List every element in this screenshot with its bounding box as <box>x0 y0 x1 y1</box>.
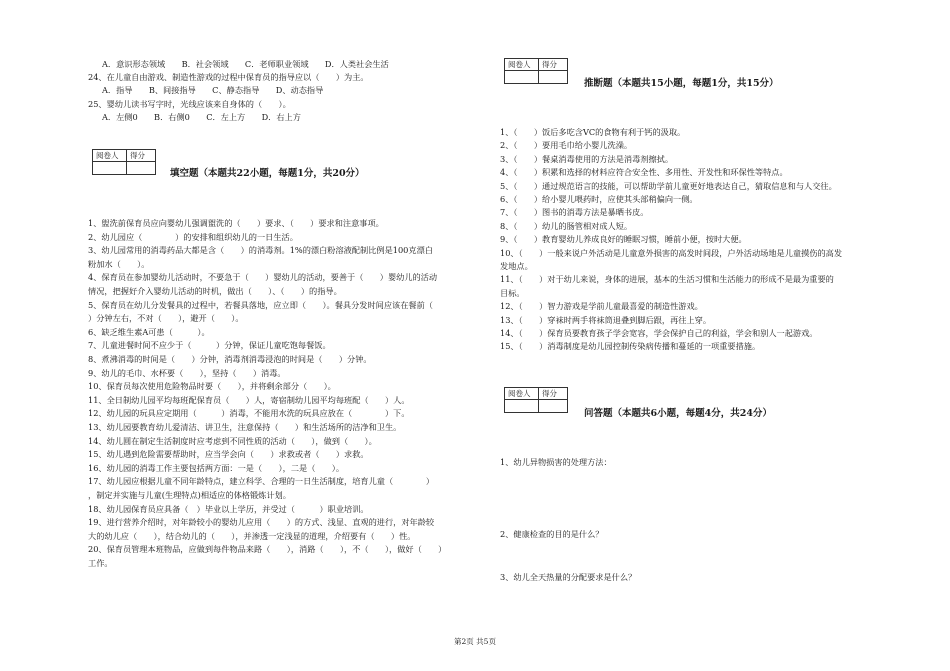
text-line: 6、（ ）给小婴儿喂药时，应使其头部稍偏向一侧。 <box>500 194 698 204</box>
reviewer-cell <box>505 400 539 412</box>
text-line: 5、保育员在幼儿分发餐具的过程中，若餐具落地，应立即（ ）。餐具分发时间应该在餐前（ <box>88 299 433 310</box>
text-line: 粉加水（ ）。 <box>88 258 150 269</box>
text-line: 6、缺乏维生素A可患（ ）。 <box>88 326 210 337</box>
score-label: 得分 <box>539 59 567 71</box>
reviewer-cell <box>93 162 127 174</box>
text-line: 19、进行营养介绍时，对年龄较小的婴幼儿应用（ ）的方式、浅显、直观的进行，对年龄较 <box>88 517 435 528</box>
fill-section-title: 填空题（本题共22小题，每题1分，共20分） <box>170 168 365 179</box>
text-line: 14、幼儿圆在制定生活制度时应考虑到不同性质的活动（ ），做到（ ）。 <box>88 435 377 446</box>
page-number: 第2页 共5页 <box>454 637 496 646</box>
score-box-fill <box>92 149 156 175</box>
reviewer-label: 阅卷人 <box>505 388 539 400</box>
text-line: 2、幼儿园应（ ）的安排和组织幼儿的一日生活。 <box>88 231 298 242</box>
text-line: 10、（ ）一般来说户外活动是儿童意外损害的高发时间段，户外活动场地是儿童摸伤的高发 <box>500 247 843 258</box>
score-cell <box>127 162 155 174</box>
text-line: 1、盥洗前保育员应向婴幼儿强调盥洗的（ ）要求、（ ）要求和注意事项。 <box>88 218 384 228</box>
text-line: 7、（ ）图书的消毒方法是暴晒书皮。 <box>500 207 649 218</box>
score-cell <box>539 400 567 412</box>
text-line: 3、幼儿园常用的消毒药品大都是含（ ）的消毒剂。1%的漂白粉溶液配制比例是100克漂白 <box>88 245 433 256</box>
score-label: 得分 <box>127 150 155 162</box>
text-line: 大的幼儿应（ ），结合幼儿的（ ），并渗透一定浅显的道理，介绍要有（ ）性。 <box>88 530 416 541</box>
text-line: 1、（ ）饭后多吃含VC的食物有利于钙的汲取。 <box>500 127 686 137</box>
text-line: 20、保育员管理本班物品，应做到每件物品来路（ ），消路（ ），不（ ），做好（ ） <box>88 544 447 555</box>
text-line: 15、（ ）消毒制度是幼儿园控制传染病传播和蔓延的一项重要措施。 <box>500 341 761 352</box>
text-line: 13、（ ）穿袜时两手将袜筒退叠到脚后跟，再往上穿。 <box>500 314 712 325</box>
text-line: 15、幼儿遇到危险需要帮助时，应当学会向（ ）求救或者（ ）求救。 <box>88 449 369 460</box>
judge-section-title: 推断题（本题共15小题，每题1分，共15分） <box>584 78 779 89</box>
qa-question: 3、幼儿全天热量的分配要求是什么？ <box>500 572 637 582</box>
score-box-qa <box>504 387 568 413</box>
text-line: 4、保育员在参加婴幼儿活动时，不要急于（ ）婴幼儿的活动，要善于（ ）婴幼儿的活动 <box>88 272 438 283</box>
text-line: 12、（ ）智力游戏是学前儿童最喜爱的制造性游戏。 <box>500 301 703 312</box>
text-line: 9、幼儿的毛巾、水杯要（ ），坚持（ ）消毒。 <box>88 367 286 378</box>
qa-question: 1、幼儿异物损害的处理方法： <box>500 457 612 467</box>
qa-question: 2、健康检查的目的是什么？ <box>500 529 604 539</box>
text-line: 25、婴幼儿读书写字时，光线应该来自身体的（ ）。 <box>88 98 291 109</box>
score-label: 得分 <box>539 388 567 400</box>
score-box-judge <box>504 58 568 84</box>
text-line: 8、（ ）幼儿的肠管相对成人短。 <box>500 220 633 231</box>
text-line: ）分钟左右，不对（ ），避开（ ）。 <box>88 313 244 324</box>
text-line: A．指导 B、间接指导 C、静态指导 D、动态指导 <box>102 85 324 96</box>
qa-section-title: 问答题（本题共6小题，每题4分，共24分） <box>584 408 772 419</box>
score-cell <box>539 71 567 83</box>
text-line: 11、全日制幼儿园平均每班配保育员（ ）人，寄宿制幼儿园平均每班配（ ）人。 <box>88 394 410 405</box>
text-line: 8、煮沸消毒的时间是（ ）分钟，消毒剂消毒浸泡的时间是（ ）分钟。 <box>88 354 372 364</box>
text-line: 3、（ ）餐桌消毒使用的方法是消毒剂擦拭。 <box>500 153 674 164</box>
text-line: 13、幼儿园要教育幼儿爱清洁、讲卫生，注意保持（ ）和生活场所的洁净和卫生。 <box>88 422 402 432</box>
text-line: 发地点。 <box>500 261 533 271</box>
text-line: 14、（ ）保育员要教育孩子学会宽容，学会保护自己的利益，学会和别人一起游戏。 <box>500 328 818 338</box>
text-line: 18、幼儿园保育员应具备（ ）毕业以上学历，并受过（ ）职业培训。 <box>88 503 369 514</box>
reviewer-label: 阅卷人 <box>93 150 127 162</box>
reviewer-cell <box>505 71 539 83</box>
text-line: A．左侧0 B．右侧0 C．左上方 D．右上方 <box>102 111 301 122</box>
reviewer-label: 阅卷人 <box>505 59 539 71</box>
text-line: A．意识形态领域 B．社会领域 C．老师职业领域 D．人类社会生活 <box>102 59 389 69</box>
text-line: 5、（ ）通过规范语言的技能，可以帮助学前儿童更好地表达自己，猜取信息和与人交往。 <box>500 180 837 191</box>
text-line: 工作。 <box>88 558 113 568</box>
text-line: 目标。 <box>500 287 525 298</box>
text-line: 情况，把握好介入婴幼儿活动的时机，做出（ ）、（ ）的指导。 <box>88 286 342 296</box>
text-line: ，制定并实施与儿童(生理特点)相适应的体格锻炼计划。 <box>88 490 291 500</box>
text-line: 11、（ ）对于幼儿来说，身体的进展，基本的生活习惯和生活能力的形成不是最为重要的 <box>500 274 834 285</box>
text-line: 24、在儿童自由游戏、制造性游戏的过程中保育员的指导应以（ ）为主。 <box>88 72 369 83</box>
text-line: 17、幼儿园应根据儿童不同年龄特点，建立科学、合理的一日生活制度，培育儿童（ ） <box>88 476 435 487</box>
text-line: 2、（ ）要用毛巾给小婴儿洗澡。 <box>500 140 633 151</box>
text-line: 7、儿童进餐时间不应少于（ ）分钟，保证儿童吃饱每餐饭。 <box>88 340 331 351</box>
text-line: 9、（ ）教育婴幼儿养成良好的睡眠习惯，睡前小便，按时大便。 <box>500 234 747 245</box>
text-line: 10、保育员每次使用危险物品时要（ ），并将剩余部分（ ）。 <box>88 381 336 392</box>
text-line: 16、幼儿园的消毒工作主要包括两方面：一是（ ），二是（ ）。 <box>88 462 345 473</box>
text-line: 12、幼儿园的玩具应定期用（ ）消毒，不能用水洗的玩具应放在（ ）下。 <box>88 408 410 419</box>
text-line: 4、（ ）积累和选择的材料应符合安全性、多用性、开发性和环保性等特点。 <box>500 167 788 178</box>
